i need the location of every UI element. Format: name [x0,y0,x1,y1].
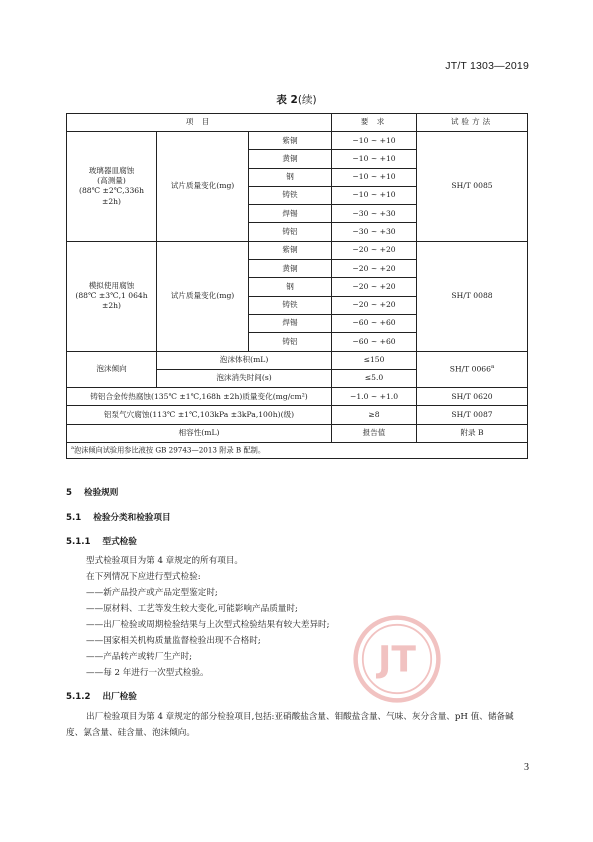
foam-method [417,351,528,388]
glass-metric: 试片质量变化(mg) [157,132,249,242]
cavitation-value: ≥8 [332,406,417,424]
value-cell: −20 ~ +20 [332,296,417,314]
jt-watermark-stamp [352,614,442,704]
foam-volume-label: 泡沫体积(mL) [157,351,332,369]
section-title: 出厂检验 [102,692,137,702]
page-number: 3 [524,762,529,773]
foam-method-sup: a [490,363,495,370]
header-requirement: 要 求 [332,114,417,132]
section-5-heading [66,486,118,498]
sim-method: SH/T 0088 [417,241,528,351]
factory-test-paragraph: 出厂检验项目为第 4 章规定的部分检验项目,包括:亚硝酸盐含量、钼酸盐含量、气味、灰分含量、pH 值、储备碱度、氯含量、硅含量、泡沫倾向。 [66,712,514,738]
metal-cell: 焊锡 [249,314,332,332]
compat-method: 附录 B [417,424,528,442]
glass-name-line1: 玻璃器皿腐蚀 [88,165,135,175]
metal-cell: 紫铜 [249,241,332,259]
list-item: ——出厂检验或周期检验结果与上次型式检验结果有较大差异时; [86,620,330,630]
cavitation-label: 铝泵气穴腐蚀(113℃ ±1℃,103kPa ±3kPa,100h)(级) [67,406,332,424]
cavitation-method: SH/T 0087 [417,406,528,424]
list-item: ——产品转产或转厂生产时; [86,652,193,662]
metal-cell: 铸铁 [249,186,332,204]
table-caption [0,92,593,107]
type-test-paragraph-1: 型式检验项目为第 4 章规定的所有项目。 [86,556,244,566]
sim-metric: 试片质量变化(mg) [157,241,249,351]
header-item: 项 目 [67,114,332,132]
section-5-1-heading [66,511,171,523]
value-cell: −10 ~ +10 [332,150,417,168]
value-cell: −60 ~ +60 [332,314,417,332]
spec-table [66,113,528,459]
value-cell: −20 ~ +20 [332,260,417,278]
section-5-1-2-heading [66,690,137,702]
metal-cell: 黄铜 [249,150,332,168]
heat-transfer-label: 铸铝合金传热腐蚀(135℃ ±1℃,168h ±2h)质量变化(mg/cm²) [67,388,332,406]
glass-name-line3: (88℃ ±2℃,336h ±2h) [78,186,145,206]
heat-transfer-value: −1.0 ~ +1.0 [332,388,417,406]
list-item: ——国家相关机构质量监督检验出现不合格时; [86,636,261,646]
table-note [67,443,528,459]
metal-cell: 铸铝 [249,333,332,351]
table-row [67,424,528,442]
table-header-row [67,114,528,132]
section-number: 5 [66,488,72,498]
standard-code: JT/T 1303—2019 [445,60,529,72]
table-row [67,388,528,406]
metal-cell: 紫铜 [249,132,332,150]
header-method: 试验方法 [417,114,528,132]
section-title: 检验分类和检验项目 [93,513,171,523]
sim-name-line2: (88℃ ±3℃,1 064h ±2h) [75,291,148,311]
table-caption-title: 表 2 [276,94,298,106]
list-item: ——新产品投产或产品定型鉴定时; [86,588,218,598]
metal-cell: 铸铝 [249,223,332,241]
glass-corrosion-name [67,132,157,242]
table-row [67,241,528,259]
value-cell: −30 ~ +30 [332,223,417,241]
value-cell: −20 ~ +20 [332,241,417,259]
value-cell: −30 ~ +30 [332,205,417,223]
table-row [67,132,528,150]
section-title: 型式检验 [102,537,137,547]
list-item: ——每 2 年进行一次型式检验。 [86,668,209,678]
foam-time-value: ≤5.0 [332,369,417,387]
list-item: ——原材料、工艺等发生较大变化,可能影响产品质量时; [86,604,298,614]
table-caption-continued: (续) [297,94,317,106]
foam-time-label: 泡沫消失时间(s) [157,369,332,387]
glass-name-line2: (高测量) [97,176,126,186]
table-note-row [67,443,528,459]
glass-method: SH/T 0085 [417,132,528,242]
metal-cell: 焊锡 [249,205,332,223]
compat-value: 报告值 [332,424,417,442]
value-cell: −60 ~ +60 [332,333,417,351]
table-row [67,406,528,424]
type-test-paragraph-2: 在下列情况下应进行型式检验: [86,572,201,582]
metal-cell: 钢 [249,278,332,296]
foam-name: 泡沫倾向 [67,351,157,388]
foam-volume-value: ≤150 [332,351,417,369]
sim-name-line1: 模拟使用腐蚀 [88,280,135,290]
value-cell: −20 ~ +20 [332,278,417,296]
section-5-1-1-heading [66,535,137,547]
sim-corrosion-name [67,241,157,351]
value-cell: −10 ~ +10 [332,132,417,150]
metal-cell: 铸铁 [249,296,332,314]
table-note-text: 泡沫倾向试验用参比液按 GB 29743—2013 附录 B 配制。 [73,445,266,455]
compat-label: 相容性(mL) [67,424,332,442]
section-title: 检验规则 [83,488,119,498]
table-note-sup: a [71,445,74,452]
section-number: 5.1.1 [66,537,91,547]
value-cell: −10 ~ +10 [332,186,417,204]
stamp-text: JT [378,639,416,681]
section-number: 5.1 [66,513,82,523]
value-cell: −10 ~ +10 [332,168,417,186]
section-number: 5.1.2 [66,692,91,702]
table-row [67,351,528,369]
metal-cell: 钢 [249,168,332,186]
foam-method-code: SH/T 0066 [449,364,491,374]
metal-cell: 黄铜 [249,260,332,278]
heat-transfer-method: SH/T 0620 [417,388,528,406]
